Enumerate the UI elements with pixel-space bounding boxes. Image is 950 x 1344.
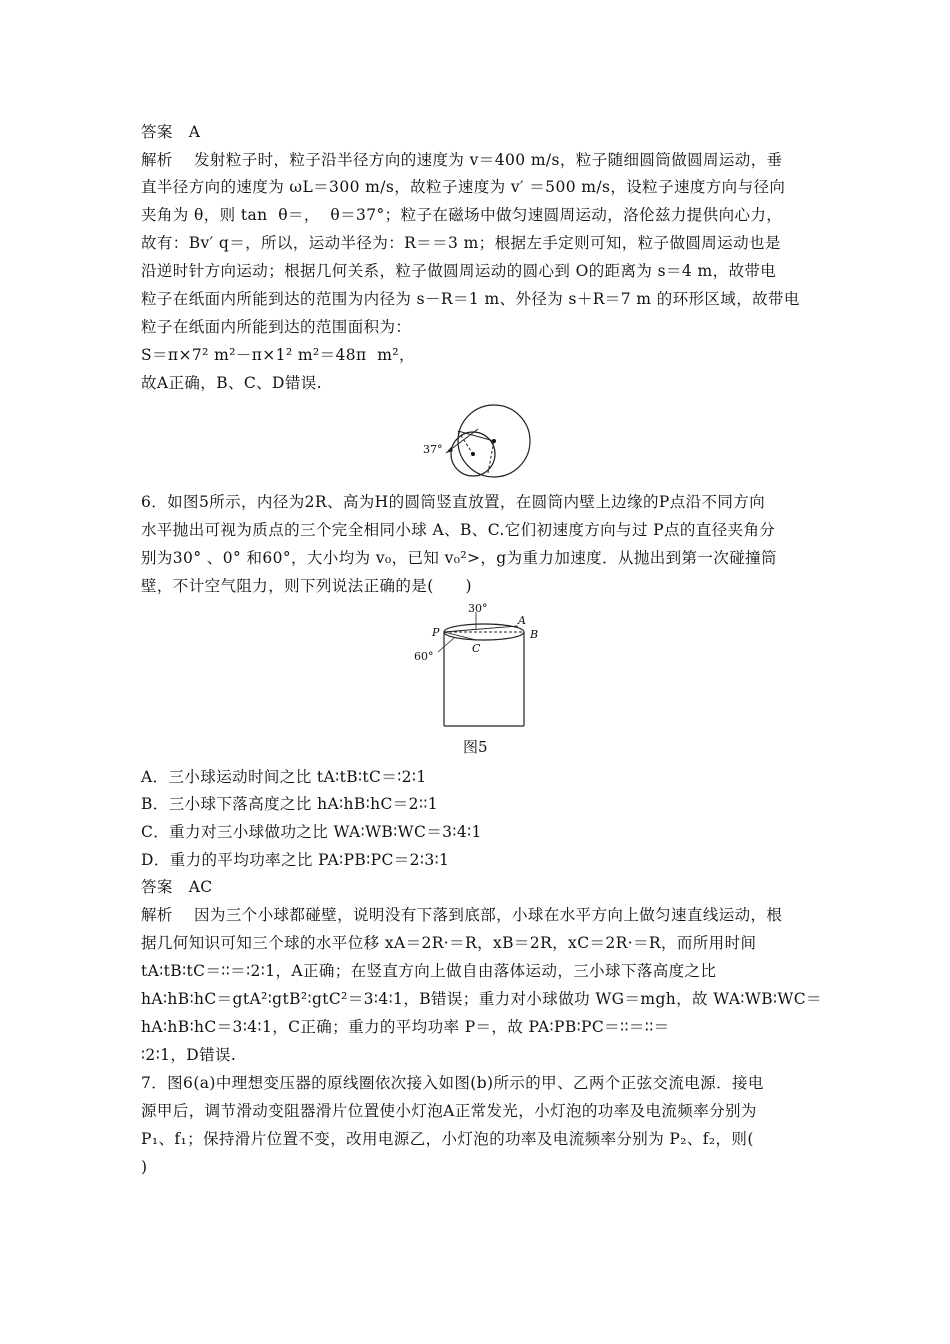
answer-2-explanation-line: hA∶hB∶hC＝gtA²∶gtB²∶gtC²＝3∶4∶1，B错误；重力对小球做功 WG＝mgh，故 WA∶WB∶WC＝: [141, 990, 822, 1008]
figure-5-caption: 图5: [463, 738, 488, 756]
answer-1-explanation-line: 夹角为 θ，则 tan θ＝， θ＝37°；粒子在磁场中做匀速圆周运动，洛伦兹力提供向心力，: [141, 206, 783, 224]
circle-diagram: [418, 403, 533, 483]
answer-2-explanation-line: ∶2∶1，D错误.: [141, 1046, 237, 1064]
option-d: D．重力的平均功率之比 PA∶PB∶PC＝2∶3∶1: [141, 851, 450, 869]
answer-1-title: 答案 A: [141, 123, 201, 141]
point-p-label: P: [432, 626, 440, 639]
option-a: A．三小球运动时间之比 tA∶tB∶tC＝∶2∶1: [141, 768, 427, 786]
point-c-label: C: [472, 642, 481, 655]
option-b: B．三小球下落高度之比 hA∶hB∶hC＝2∶∶1: [141, 795, 439, 813]
answer-1-explanation-line: 粒子在纸面内所能到达的范围面积为：: [141, 318, 412, 336]
option-c: C．重力对三小球做功之比 WA∶WB∶WC＝3∶4∶1: [141, 823, 482, 841]
answer-1-explanation-line: 解析 发射粒子时，粒子沿半径方向的速度为 v＝400 m/s，粒子随细圆筒做圆周运动，垂: [141, 151, 783, 169]
answer-2-explanation-line: 解析 因为三个小球都碰壁，说明没有下落到底部，小球在水平方向上做匀速直线运动，根: [141, 906, 783, 924]
answer-1-explanation-line: 直半径方向的速度为 ωL＝300 m/s，故粒子速度为 v′ ＝500 m/s，设粒子速度方向与径向: [141, 178, 786, 196]
question-6-stem-line: 壁，不计空气阻力，则下列说法正确的是( ): [141, 577, 472, 595]
question-6-stem-line: 别为30° 、0° 和60°，大小均为 v₀，已知 v₀²>，g为重力加速度．从抛出到第一次碰撞筒: [141, 549, 777, 567]
answer-2-explanation-line: 据几何知识可知三个球的水平位移 xA＝2R·＝R，xB＝2R，xC＝2R·＝R，而所用时间: [141, 934, 757, 952]
question-7-stem-line: ): [141, 1158, 148, 1176]
answer-1-explanation-line: 沿逆时针方向运动；根据几何关系，粒子做圆周运动的圆心到 O的距离为 s＝4 m，故带电: [141, 262, 777, 280]
question-7-stem-line: 7．图6(a)中理想变压器的原线圈依次接入如图(b)所示的甲、乙两个正弦交流电源．接电: [141, 1074, 764, 1092]
question-7-stem-line: 源甲后，调节滑动变阻器滑片位置使小灯泡A正常发光，小灯泡的功率及电流频率分别为: [141, 1102, 757, 1120]
angle-60-label: 60°: [414, 650, 434, 663]
answer-1-explanation-line: 故A正确，B、C、D错误.: [141, 374, 322, 392]
question-6-stem-line: 6．如图5所示，内径为2R、高为H的圆筒竖直放置，在圆筒内壁上边缘的P点沿不同方向: [141, 493, 766, 511]
answer-1-explanation-line: 粒子在纸面内所能到达的范围为内径为 s－R＝1 m、外径为 s＋R＝7 m 的环形区域，故带电: [141, 290, 800, 308]
answer-1-explanation-line: 故有：Bv′ q＝，所以，运动半径为：R＝＝3 m；根据左手定则可知，粒子做圆周运动也是: [141, 234, 781, 252]
answer-1-explanation-line: S＝π×7² m²－π×1² m²＝48π m²，: [141, 346, 415, 364]
point-b-label: B: [530, 628, 539, 641]
question-6-stem-line: 水平抛出可视为质点的三个完全相同小球 A、B、C.它们初速度方向与过 P点的直径夹角分: [141, 521, 776, 539]
answer-2-title: 答案 AC: [141, 878, 213, 896]
question-7-stem-line: P₁、f₁；保持滑片位置不变，改用电源乙，小灯泡的功率及电流频率分别为 P₂、f₂，则(: [141, 1130, 754, 1148]
answer-2-explanation-line: hA∶hB∶hC＝3∶4∶1，C正确；重力的平均功率 P＝，故 PA∶PB∶PC＝∶∶＝∶∶＝: [141, 1018, 670, 1036]
angle-label: 37°: [423, 443, 443, 456]
point-a-label: A: [518, 614, 526, 627]
cylinder-diagram: [410, 600, 550, 730]
angle-30-label: 30°: [468, 602, 488, 615]
answer-2-explanation-line: tA∶tB∶tC＝∶∶＝∶2∶1，A正确；在竖直方向上做自由落体运动，三小球下落高度之比: [141, 962, 717, 980]
